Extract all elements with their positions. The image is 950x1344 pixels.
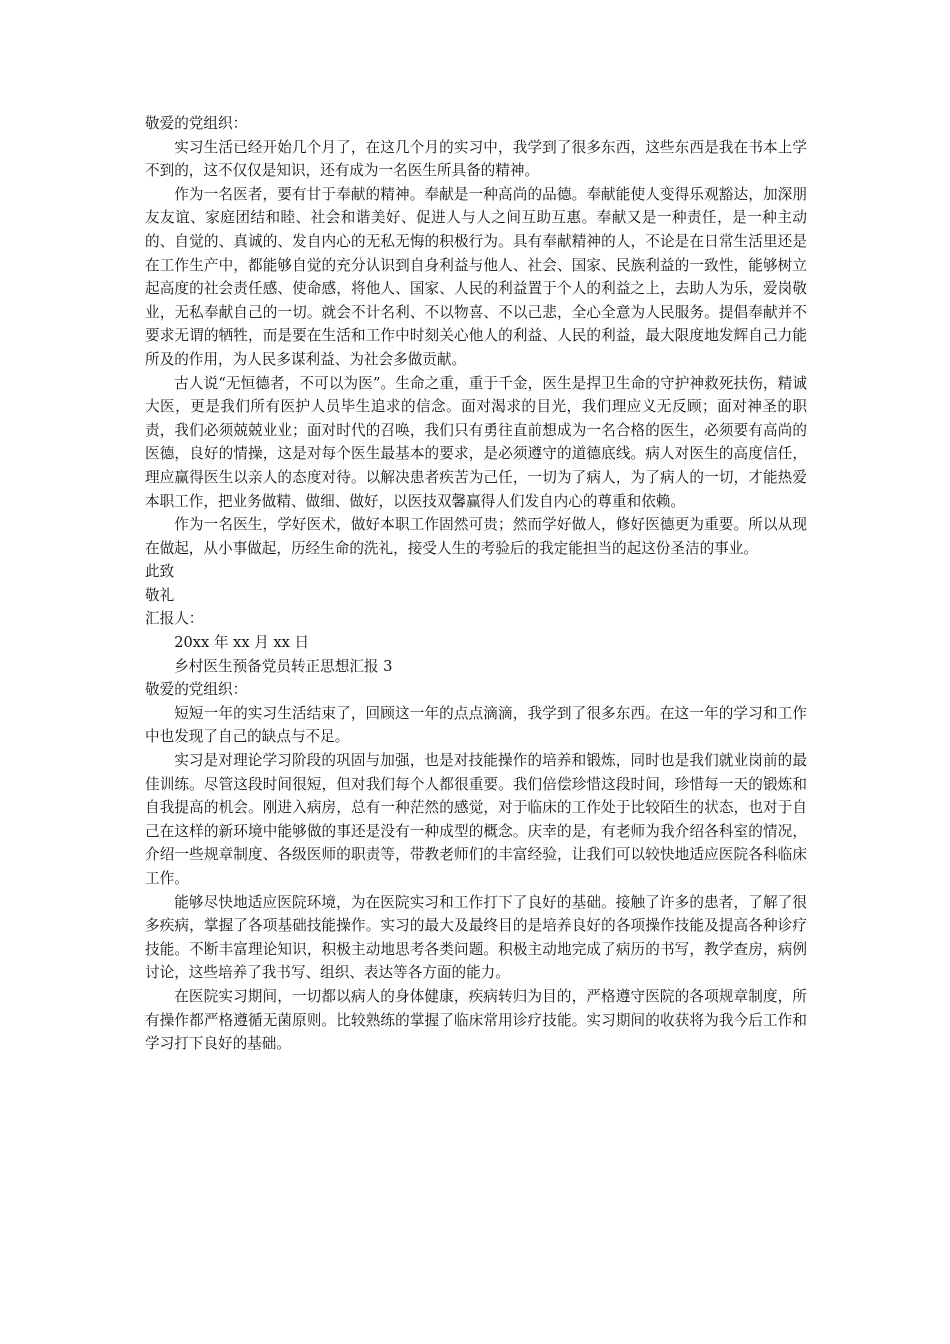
paragraph: 实习生活已经开始几个月了，在这几个月的实习中，我学到了很多东西，这些东西是我在书本上学不到的，这不仅仅是知识，还有成为一名医生所具备的精神。 [145,138,807,180]
paragraph: 实习是对理论学习阶段的巩固与加强，也是对技能操作的培养和锻炼，同时也是我们就业岗前的最佳训练。尽管这段时间很短，但对我们每个人都很重要。我们倍偿珍惜这段时间，珍惜每一天的锻炼和自我提高的机会。刚进入病房，总有一种茫然的感觉，对于临床的工作处于比较陌生的状态，也对于自己在这样的新环境中能够做的事还是没有一种成型的概念。庆幸的是，有老师为我介绍各科室的情况，介绍一些规章制度、各级医师的职责等，带教老师们的丰富经验，让我们可以较快地适应医院各科临床工作。 [145,752,807,887]
paragraph: 能够尽快地适应医院环境，为在医院实习和工作打下了良好的基础。接触了许多的患者，了解了很多疾病，掌握了各项基础技能操作。实习的最大及最终目的是培养良好的各项操作技能及提高各种诊疗技能。不断丰富理论知识，积极主动地思考各类问题。积极主动地完成了病历的书写，教学查房，病例讨论，这些培养了我书写、组织、表达等各方面的能力。 [145,893,807,982]
salutation: 敬爱的党组织： [145,115,248,132]
closing-line: 此致 [145,563,175,581]
report-date: 20xx 年 xx 月 xx 日 [174,634,310,652]
document-body [145,112,807,1056]
reporter-label: 汇报人： [145,610,204,628]
paragraph: 古人说“无恒德者，不可以为医”。生命之重，重于千金，医生是捍卫生命的守护神救死扶伤，精诚大医，更是我们所有医护人员毕生追求的信念。面对渴求的目光，我们理应义无反顾；面对神圣的职责，我们必须兢兢业业；面对时代的召唤，我们只有勇往直前想成为一名合格的医生，必须要有高尚的医德，良好的情操，这是对每个医生最基本的要求，是必须遵守的道德底线。病人对医生的高度信任，理应赢得医生以亲人的态度对待。以解决患者疾苦为己任，一切为了病人，为了病人的一切，才能热爱本职工作，把业务做精、做细、做好，以医技双馨赢得人们发自内心的尊重和依赖。 [145,374,807,510]
closing-line: 敬礼 [145,586,175,604]
salutation: 敬爱的党组织： [145,681,248,699]
paragraph: 在医院实习期间，一切都以病人的身体健康，疾病转归为目的，严格遵守医院的各项规章制度，所有操作都严格遵循无菌原则。比较熟练的掌握了临床常用诊疗技能。实习期间的收获将为我今后工作和学习打下良好的基础。 [145,987,807,1053]
paragraph: 作为一名医生，学好医术，做好本职工作固然可贵；然而学好做人，修好医德更为重要。所以从现在做起，从小事做起，历经生命的洗礼，接受人生的考验后的我定能担当的起这份圣洁的事业。 [145,516,807,557]
paragraph: 短短一年的实习生活结束了，回顾这一年的点点滴滴，我学到了很多东西。在这一年的学习和工作中也发现了自己的缺点与不足。 [145,704,807,746]
paragraph: 作为一名医者，要有甘于奉献的精神。奉献是一种高尚的品德。奉献能使人变得乐观豁达，加深朋友友谊、家庭团结和睦、社会和谐美好、促进人与人之间互助互惠。奉献又是一种责任，是一种主动的、自觉的、真诚的、发自内心的无私无悔的积极行为。具有奉献精神的人，不论是在日常生活里还是在工作生产中，都能够自觉的充分认识到自身利益与他人、社会、国家、民族利益的一致性，能够树立起高度的社会责任感、使命感，将他人、国家、人民的利益置于个人的利益之上，去助人为乐，爱岗敬业，无私奉献自己的一切。就会不计名利、不以物喜、不以己悲，全心全意为人民服务。提倡奉献并不要求无谓的牺牲，而是要在生活和工作中时刻关心他人的利益、人民的利益，最大限度地发辉自己力能所及的作用，为人民多谋利益、为社会多做贡献。 [145,185,807,368]
section-title: 乡村医生预备党员转正思想汇报 3 [174,657,393,675]
